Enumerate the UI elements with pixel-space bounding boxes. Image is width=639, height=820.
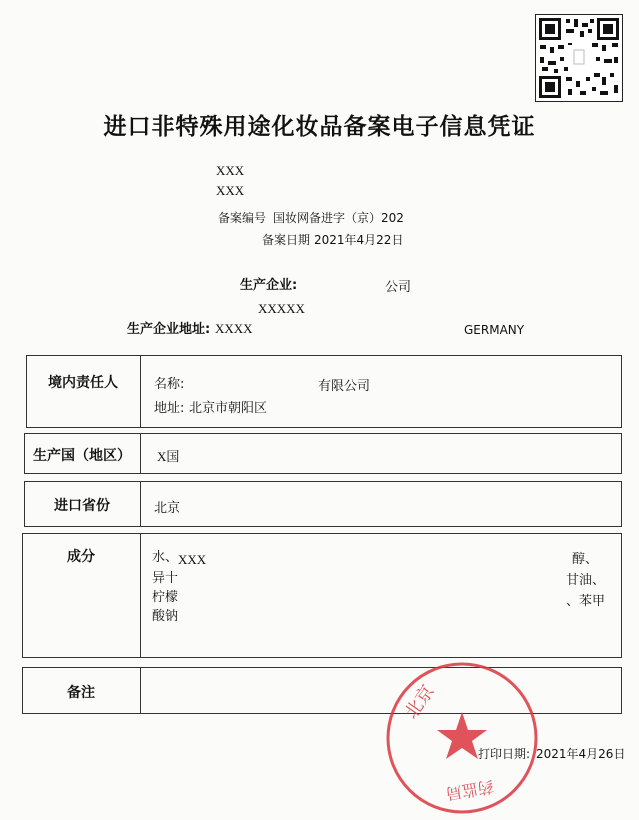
responsible-address-value: 北京市朝阳区 <box>189 401 268 416</box>
filing-number-value: 国妆网备进字（京）202 <box>273 211 404 225</box>
qr-code-graphic <box>536 15 622 101</box>
origin-value: X国 <box>157 449 180 464</box>
divider <box>140 667 141 714</box>
ingredients-redacted: XXX <box>178 552 207 567</box>
ingredients-line4: 酸钠 <box>152 609 179 624</box>
ingredients-line1-start: 水、 <box>152 550 179 565</box>
filing-date-value: 2021年4月22日 <box>314 233 404 247</box>
page-title: 进口非特殊用途化妆品备案电子信息凭证 <box>103 114 536 140</box>
print-date-label: 打印日期: <box>478 747 531 761</box>
manufacturer-name-line2: XXXXX <box>258 301 305 316</box>
divider <box>140 355 141 428</box>
print-date-value: 2021年4月26日 <box>536 747 626 761</box>
ingredients-line2-start: 异十 <box>152 571 179 586</box>
qr-code <box>535 14 623 102</box>
filing-date-label: 备案日期 <box>262 233 311 247</box>
product-name-line1: XXX <box>216 163 245 178</box>
origin-label: 生产国（地区） <box>33 448 131 464</box>
manufacturer-address-label: 生产企业地址: <box>127 322 211 337</box>
product-name-line2: XXX <box>216 183 245 198</box>
province-label: 进口省份 <box>54 498 110 514</box>
divider <box>140 433 141 474</box>
divider <box>140 533 141 658</box>
seal-text-top: 北京 <box>400 681 439 723</box>
remarks-label: 备注 <box>67 685 95 701</box>
ingredients-label: 成分 <box>67 549 95 565</box>
responsible-label: 境内责任人 <box>48 375 118 391</box>
manufacturer-address-value: XXXX <box>215 321 253 336</box>
filing-number-label: 备案编号 <box>218 211 267 225</box>
divider <box>140 481 141 527</box>
ingredients-right2: 甘油、 <box>566 573 606 588</box>
manufacturer-name: 公司 <box>385 280 412 295</box>
province-value: 北京 <box>154 501 181 516</box>
official-seal <box>384 660 540 816</box>
seal-text-bottom: 药监局 <box>444 776 496 804</box>
responsible-address-label: 地址: <box>154 401 185 416</box>
responsible-name-value: 有限公司 <box>318 379 371 394</box>
ingredients-right3: 、苯甲 <box>566 594 606 609</box>
ingredients-line3-start: 柠檬 <box>152 590 179 605</box>
ingredients-right1: 醇、 <box>572 552 599 567</box>
manufacturer-label: 生产企业: <box>240 278 298 293</box>
manufacturer-address-country: GERMANY <box>464 323 525 337</box>
responsible-name-label: 名称: <box>154 377 185 392</box>
